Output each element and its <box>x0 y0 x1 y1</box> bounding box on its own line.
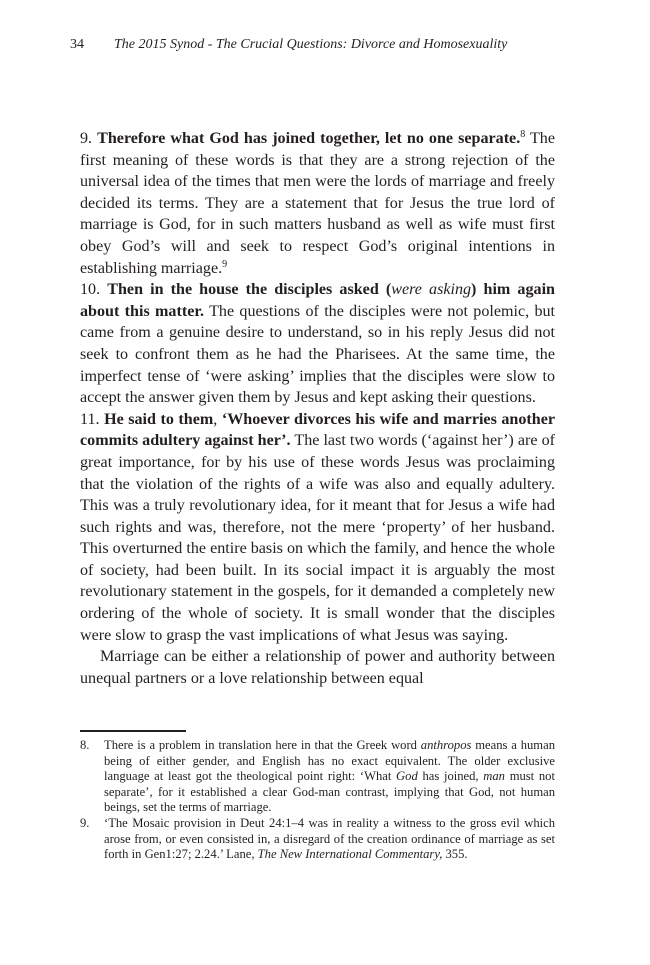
verse-quote-comma: , <box>213 410 218 428</box>
footnote-italic: The New International Commentary, <box>257 847 443 862</box>
page-number: 34 <box>70 37 84 52</box>
footnote-divider <box>80 730 186 732</box>
commentary-text: The questions of the disciples were not polemic, but came from a genuine desire to understand, so in his reply Jesus did not seek to confront them as he had the Pharisees. At the same time, the imperfect tense of ‘were asking’ implies that the disciples were slow to accept the answer given them by Jesus and kept asking their questions. <box>80 302 556 407</box>
footnote-8 <box>80 738 555 816</box>
paragraph-verse-11 <box>80 409 555 647</box>
footnote-text-part: must not separate’, for it established a clear God-man contrast, implying that God, not human beings, set the terms of marriage. <box>104 769 555 815</box>
verse-number: 11. <box>80 410 100 428</box>
footnote-text-part: ‘The Mosaic provision in Deut 24:1–4 was in reality a witness to the gross evil which arose from, or even consisted in, a disregard of the creation ordinance of marriage as set forth in Gen1:27; 2.24.’ Lane, <box>104 815 555 862</box>
footnote-text <box>104 738 555 816</box>
footnote-italic: God <box>396 769 418 784</box>
footnote-number: 9. <box>80 815 90 830</box>
footnote-9 <box>80 816 555 863</box>
paragraph-verse-10 <box>80 279 555 409</box>
footnote-italic: anthropos <box>420 738 472 752</box>
footnote-text-part: means a human being of either gender, and English has no exact equivalent. The older exclusive language at least got the theological point right: ‘What <box>104 738 555 784</box>
commentary-text: The first meaning of these words is that they are a strong rejection of the universal idea of the times that men were the lords of marriage and freely decided its terms. They are a statement that for Jesus the true lord of marriage is God, for in such matters husband as well as wife must first obey God’s will and seek to respect God’s original intentions in establishing marriage. <box>80 130 555 277</box>
paragraph-verse-9 <box>80 128 555 279</box>
verse-quote: Therefore what God has joined together, let no one separate. <box>97 130 521 147</box>
footnote-number: 8. <box>80 738 90 752</box>
running-title: The 2015 Synod - The Crucial Questions: Divorce and Homosexuality <box>114 37 508 52</box>
footnotes <box>80 738 555 863</box>
verse-quote: Then in the house the disciples asked ( <box>107 281 392 299</box>
footnote-text-part: There is a problem in translation here in that the Greek word <box>104 738 421 752</box>
footnote-text-part: 355. <box>442 847 468 862</box>
running-header <box>70 36 540 54</box>
footnote-text <box>104 816 555 863</box>
footnote-ref-9[interactable]: 9 <box>222 258 228 270</box>
verse-quote-tail: ) him again about this matter. <box>80 281 555 320</box>
footnote-italic: man <box>483 769 505 784</box>
commentary-text: Marriage can be either a relationship of power and authority between unequal partners or a love relationship between equal <box>80 648 555 687</box>
verse-quote: He said to them <box>104 410 214 428</box>
main-text <box>80 128 555 689</box>
verse-quote-continued: ‘Whoever divorces his wife and marries another commits adultery against her’. <box>80 410 555 450</box>
commentary-text: The last two words (‘against her’) are of great importance, for by his use of these words Jesus was proclaiming that the violation of the rights of a wife was also and equally adultery. This was a truly revolutionary idea, for it meant that for Jesus a wife had such rights and was, therefore, not the mere ‘property’ of her husband. This overturned the entire basis on which the family, and hence the whole of society, had been built. In its social impact it is arguably the most revolutionary statement in the gospels, for it demanded a completely new ordering of the whole of society. It is small wonder that the disciples were slow to grasp the vast implications of what Jesus was saying. <box>80 432 556 644</box>
verse-number: 9. <box>80 130 93 147</box>
footnote-text-part: has joined, <box>417 769 484 784</box>
paragraph-marriage <box>80 646 555 689</box>
footnote-ref-8[interactable]: 8 <box>520 129 526 140</box>
verse-number: 10. <box>80 281 101 299</box>
verse-quote-italic: were asking <box>391 281 472 299</box>
